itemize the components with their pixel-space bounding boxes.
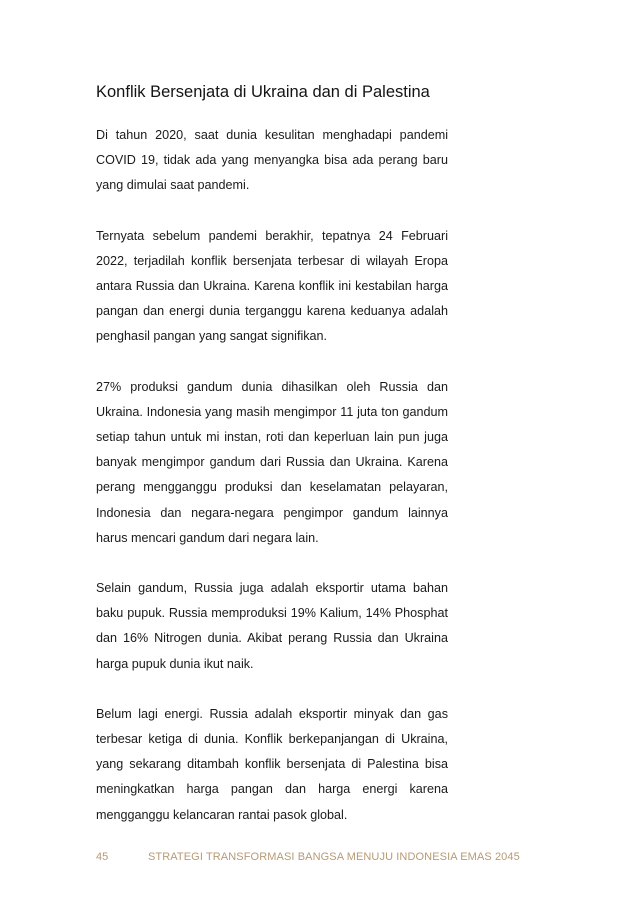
paragraph-2: Ternyata sebelum pandemi berakhir, tepatnya 24 Februari 2022, terjadilah konflik bersenjata terbesar di wilayah Eropa antara Russia dan Ukraina. Karena konflik ini kestabilan harga pangan dan energi dunia terganggu karena keduanya adalah penghasil pangan yang sangat signifikan. bbox=[96, 228, 448, 344]
paragraph-3: 27% produksi gandum dunia dihasilkan oleh Russia dan Ukraina. Indonesia yang masih mengimpor 11 juta ton gandum setiap tahun untuk mi instan, roti dan keperluan lain pun juga banyak mengimpor gandum dari Russia dan Ukraina. Karena perang mengganggu produksi dan keselamatan pelayaran, Indonesia dan negara-negara pengimpor gandum lainnya harus mencari gandum dari negara lain. bbox=[96, 379, 448, 545]
paragraph-4: Selain gandum, Russia juga adalah eksportir utama bahan baku pupuk. Russia memproduksi 19% Kalium, 14% Phosphat dan 16% Nitrogen dunia. Akibat perang Russia dan Ukraina harga pupuk dunia ikut naik. bbox=[96, 581, 448, 671]
paragraph-1: Di tahun 2020, saat dunia kesulitan menghadapi pandemi COVID 19, tidak ada yang menyangka bisa ada perang baru yang dimulai saat pandemi. bbox=[96, 128, 448, 193]
running-title: STRATEGI TRANSFORMASI BANGSA MENUJU INDONESIA EMAS 2045 bbox=[148, 851, 520, 863]
article-body bbox=[96, 123, 448, 853]
page-title: Konflik Bersenjata di Ukraina dan di Palestina bbox=[96, 83, 430, 101]
page-footer bbox=[96, 847, 520, 867]
page-number: 45 bbox=[96, 851, 109, 863]
paragraph-5: Belum lagi energi. Russia adalah eksportir minyak dan gas terbesar ketiga di dunia. Konflik berkepanjangan di Ukraina, yang sekarang ditambah konflik bersenjata di Palestina bisa meningkatkan harga pangan dan harga energi karena mengganggu kelancaran rantai pasok global. bbox=[96, 706, 448, 822]
